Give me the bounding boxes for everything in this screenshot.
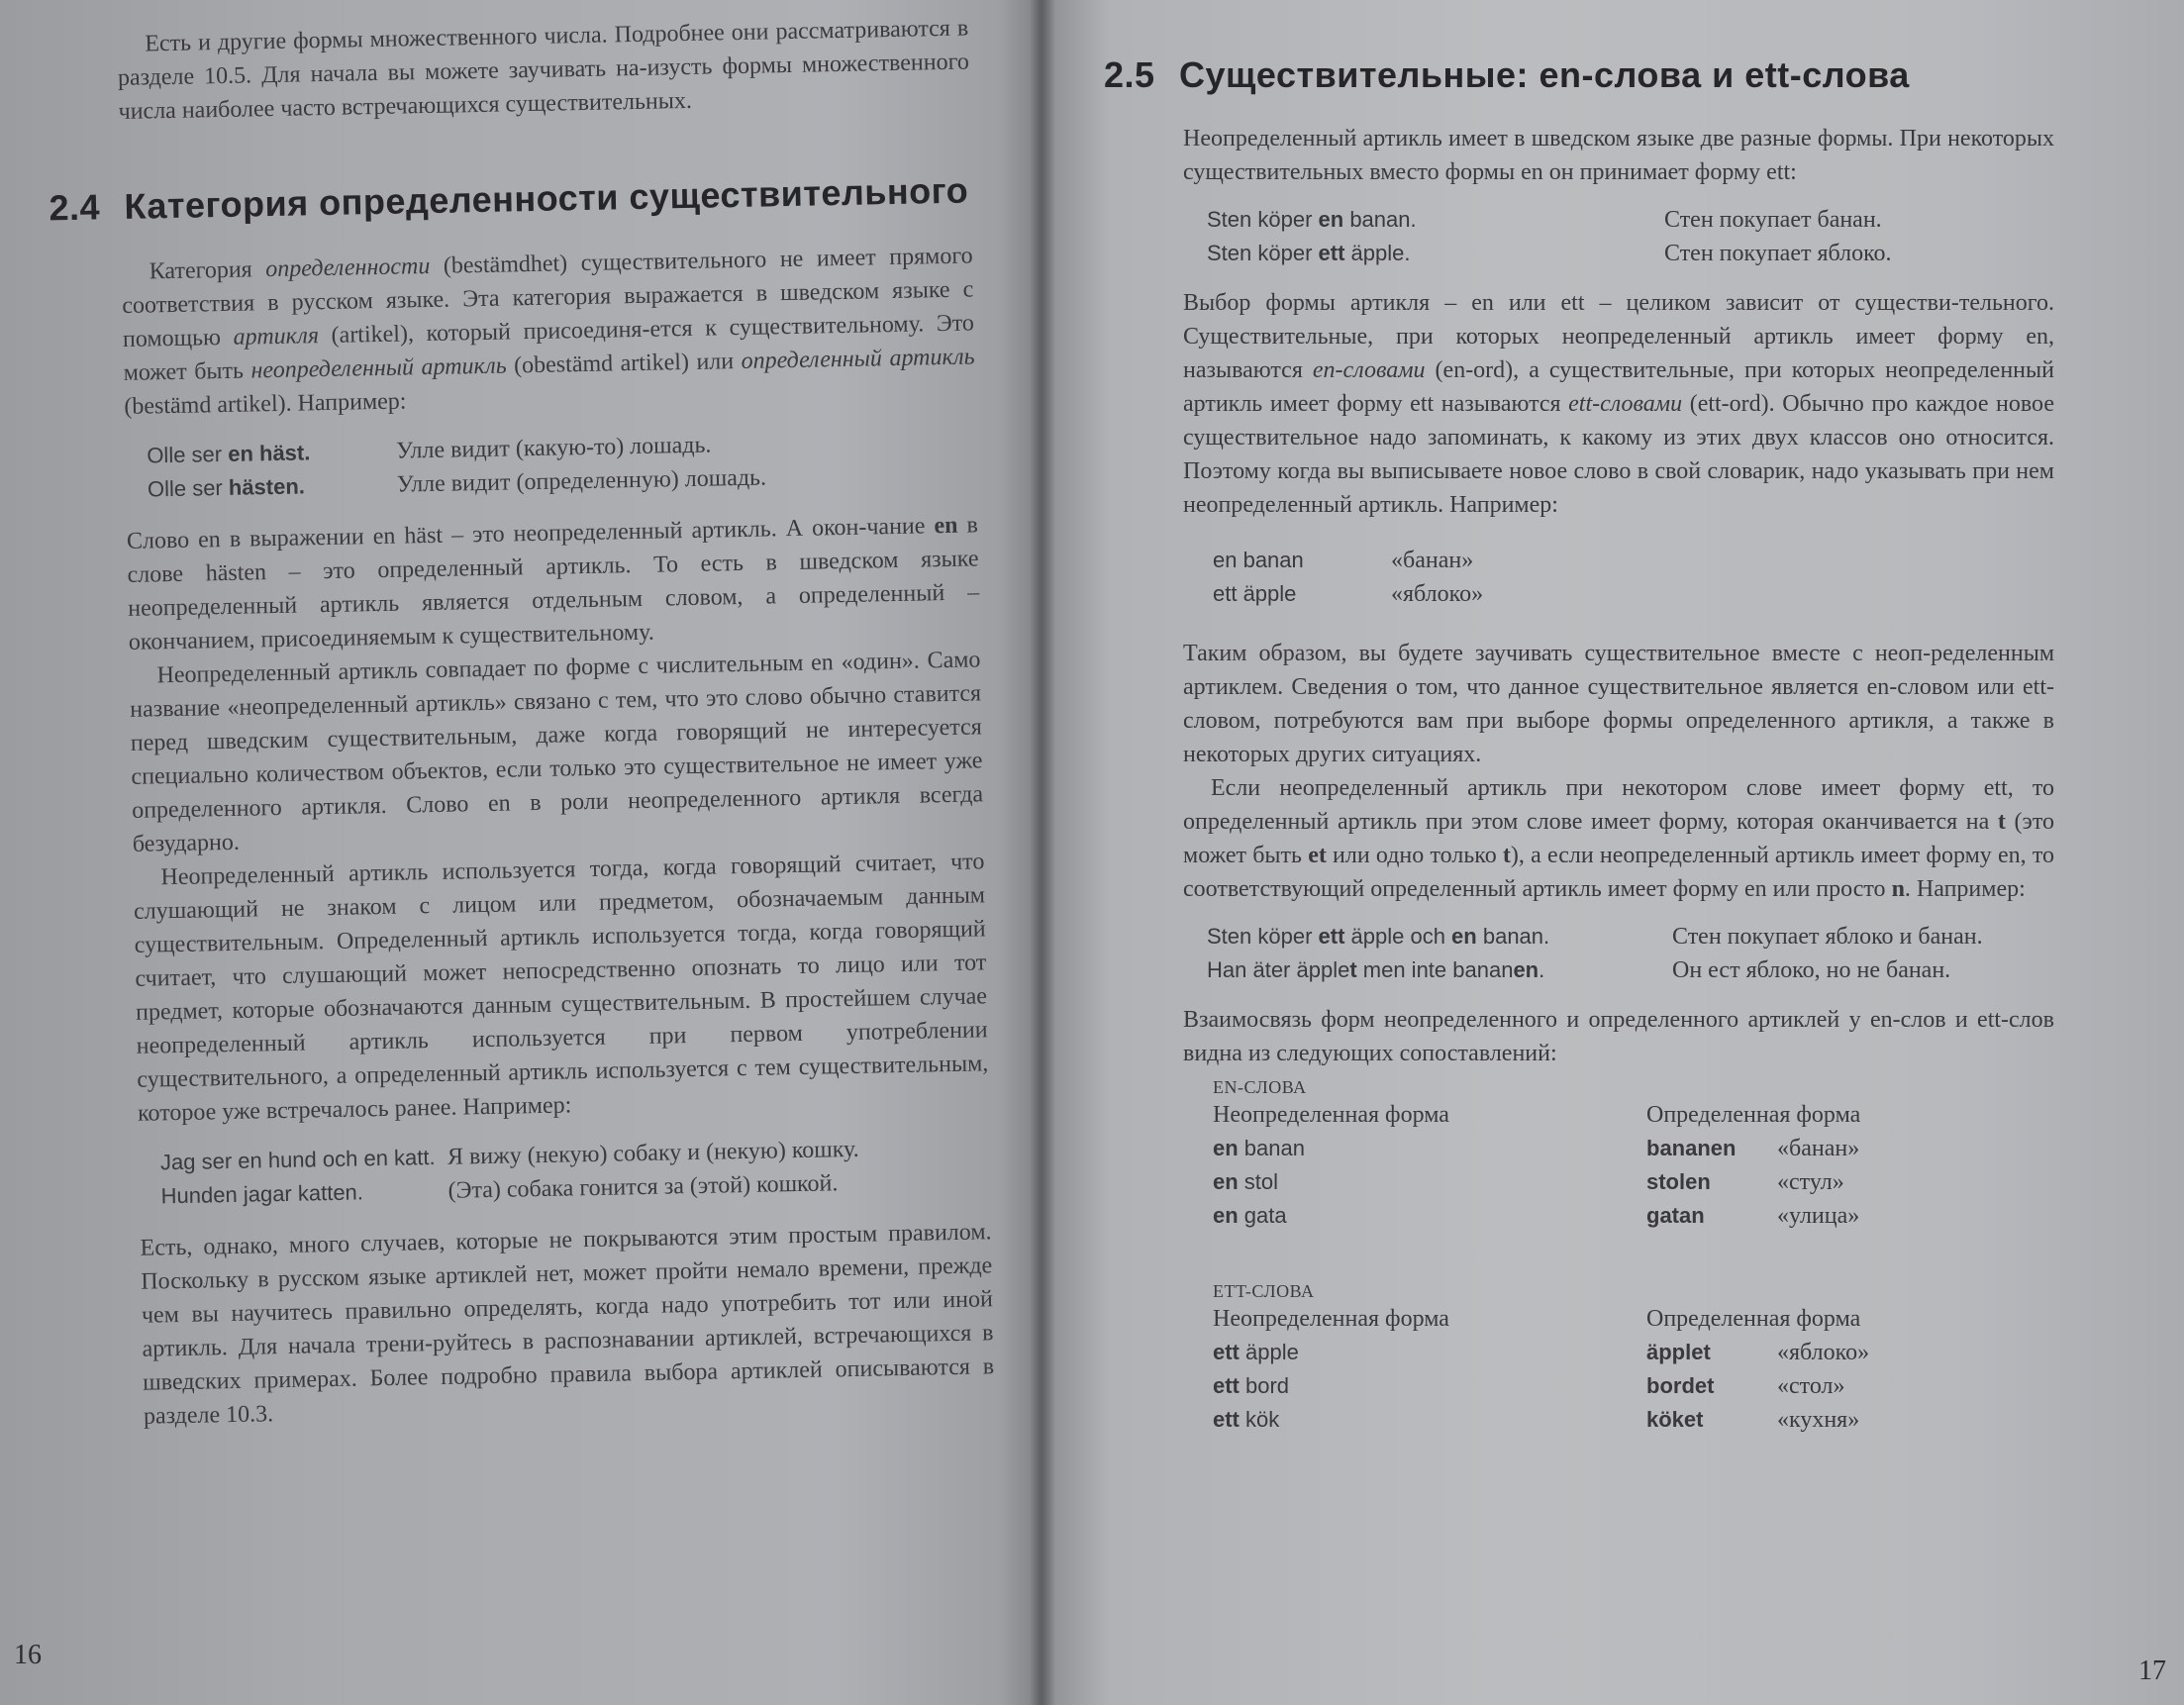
table-row: ett äpple äpplet «яблоко» <box>1213 1340 1870 1365</box>
russian-translation: Стен покупает яблоко. <box>1664 241 1892 266</box>
page-number-left: 16 <box>14 1640 42 1670</box>
section-number: 2.4 <box>49 186 101 229</box>
paragraph-two-forms: Неопределенный артикль имеет в шведском языке две разные формы. При некоторых существительных вместо формы en он принимает форму ett: <box>1183 126 2054 185</box>
example-block-hund <box>160 1130 991 1213</box>
section-number: 2.5 <box>1104 54 1155 95</box>
paragraph-category: Категория определенности (bestämdhet) существительного не имеет прямого соответствия в русском языке. Эта категория выражается в шведском языке с помощью артикля (artikel), который присоединя-ется к существительному. Это может быть неопределенный артикль (obestämd artikel) или определенный артикль (bestämd artikel). Например: <box>122 243 975 420</box>
example-block-sten <box>1207 203 2054 270</box>
section-title: Категория определенности существительного <box>124 169 969 227</box>
column-header: Определенная форма <box>1646 1102 1861 1128</box>
table-ett-words <box>1213 1280 2054 1437</box>
vocab-swedish: en banan <box>1213 548 1304 572</box>
paragraph-memorize: Таким образом, вы будете заучивать существительное вместе с неоп-ределенным артиклем. Сведения о том, что данное существительное является en-словом или ett-словом, потребуются вам при выборе формы определенного артикля, а также в некоторых других ситуациях. <box>1183 641 2054 767</box>
table-header-row <box>1213 1302 2054 1336</box>
table-header-row <box>1213 1098 2054 1132</box>
russian-translation: Стен покупает яблоко и банан. <box>1672 924 1983 950</box>
example-block-hast <box>147 423 977 506</box>
swedish-example: Hunden jagar katten. <box>160 1179 364 1209</box>
table-row: en gata gatan «улица» <box>1213 1203 1860 1229</box>
swedish-example: Sten köper ett äpple och en banan. <box>1207 924 1550 949</box>
vocab-example <box>1213 544 2054 611</box>
vocab-russian: «банан» <box>1391 548 1474 573</box>
russian-translation: Стен покупает банан. <box>1664 207 1882 233</box>
vocab-swedish: ett äpple <box>1213 581 1297 606</box>
table-row: ett bord bordet «стол» <box>1213 1373 1845 1399</box>
swedish-example: Olle ser hästen. <box>147 473 306 502</box>
russian-translation: Он ест яблоко, но не банан. <box>1672 957 1951 983</box>
table-label: EN-СЛОВА <box>1213 1077 1307 1097</box>
swedish-example: Han äter äpplet men inte bananen. <box>1207 957 1545 982</box>
swedish-example: Olle ser en häst. <box>147 440 311 468</box>
table-label: ETT-СЛОВА <box>1213 1281 1315 1301</box>
left-page-content <box>49 11 995 1433</box>
paragraph-usage: Неопределенный артикль используется тогда, когда говорящий считает, что слушающий не знаком с лицом или предметом, обозначаемым данным существительным. Определенный артикль используется тогда, когда говорящий считает, что слушающий может непосредственно опознать то лицо или тот предмет, которые обозначаются данным существительным. В простейшем случае неопределенный артикль используется при первом употреблении существительного, а определенный артикль используется с тем существительным, которое уже встречалось ранее. Например: <box>133 849 989 1127</box>
column-header: Определенная форма <box>1646 1306 1861 1332</box>
intro-paragraph: Есть и другие формы множественного числа. Подробнее они рассматриваются в разделе 10.5. Для начала вы можете заучивать на-изусть формы множественного числа наиболее часто встречающихся существительных. <box>117 15 970 125</box>
paragraph-comparison: Взаимосвязь форм неопределенного и определенного артиклей у en-слов и ett-слов видна из следующих сопоставлений: <box>1183 1007 2054 1066</box>
section-heading-2-5 <box>1104 54 2054 96</box>
swedish-example: Jag ser en hund och en katt. <box>159 1145 436 1175</box>
right-page-content <box>1104 54 2055 1437</box>
column-header: Неопределенная форма <box>1213 1102 1449 1128</box>
swedish-example: Sten köper en banan. <box>1207 207 1417 232</box>
vocab-russian: «яблоко» <box>1391 581 1484 607</box>
paragraph-exceptions: Есть, однако, много случаев, которые не покрываются этим простым правилом. Поскольку в русском языке артиклей нет, может пройти немало времени, прежде чем вы научитесь правильно определять, когда надо употребить тот или иной артикль. Для начала трени-руйтесь в распознавании артиклей, встречающихся в шведских примерах. Более подробно правила выбора артиклей описываются в разделе 10.3. <box>140 1219 995 1430</box>
paragraph-en-ett-words: Выбор формы артикля – en или ett – целиком зависит от существи-тельного. Существительные, при которых неопределенный артикль имеет форму en, называются en-словами (en-ord), а существительные, при которых неопределенный артикль имеет форму ett называются ett-словами (ett-ord). Обычно про каждое новое существительное надо запоминать, к какому из этих двух классов оно относится. Поэтому когда вы выписываете новое слово в свой словарик, надо указывать при нем неопределенный артикль. Например: <box>1183 290 2055 518</box>
section-title: Существительные: en-слова и ett-слова <box>1179 54 1910 95</box>
paragraph-en-hast: Слово en в выражении en häst – это неопределенный артикль. А окон-чание en в слове hästen – это определенный артикль. То есть в шведском языке неопределенный артикль является отдельным словом, а определенный – окончанием, присоединяемым к существительному. <box>126 512 980 655</box>
paragraph-indefinite-number: Неопределенный артикль совпадает по форме с числительным en «один». Само название «неопределенный артикль» связано с тем, что это слово обычно ставится перед шведским существительным, даже когда говорящий не интересуется специально количеством объектов, если только это существительное не имеет уже определенного артикля. Слово en в роли неопределенного артикля всегда безударно. <box>129 647 984 857</box>
page-number-right: 17 <box>2138 1655 2166 1686</box>
column-header: Неопределенная форма <box>1213 1306 1449 1332</box>
russian-translation: Улле видит (какую-то) лошадь. <box>396 432 712 464</box>
russian-translation: Я вижу (некую) собаку и (некую) кошку. <box>447 1136 859 1170</box>
table-row: en stol stolen «стул» <box>1213 1169 1844 1195</box>
example-block-apple <box>1207 920 2054 987</box>
paragraph-definite-form: Если неопределенный артикль при некотором слове имеет форму ett, то определенный артикль при этом слове имеет форму, которая оканчивается на t (это может быть et или одно только t), а если неопределенный артикль имеет форму en, то соответствующий определенный артикль имеет форму en или просто n. Например: <box>1183 775 2055 902</box>
book-gutter <box>1030 0 1055 1705</box>
swedish-example: Sten köper ett äpple. <box>1207 241 1411 265</box>
table-row: en banan bananen «банан» <box>1213 1136 1860 1161</box>
table-row: ett kök köket «кухня» <box>1213 1407 1860 1433</box>
section-heading-2-4 <box>49 169 972 229</box>
table-en-words <box>1213 1076 2054 1233</box>
russian-translation: Улле видит (определенную) лошадь. <box>396 464 767 498</box>
russian-translation: (Эта) собака гонится за (этой) кошкой. <box>447 1170 839 1204</box>
